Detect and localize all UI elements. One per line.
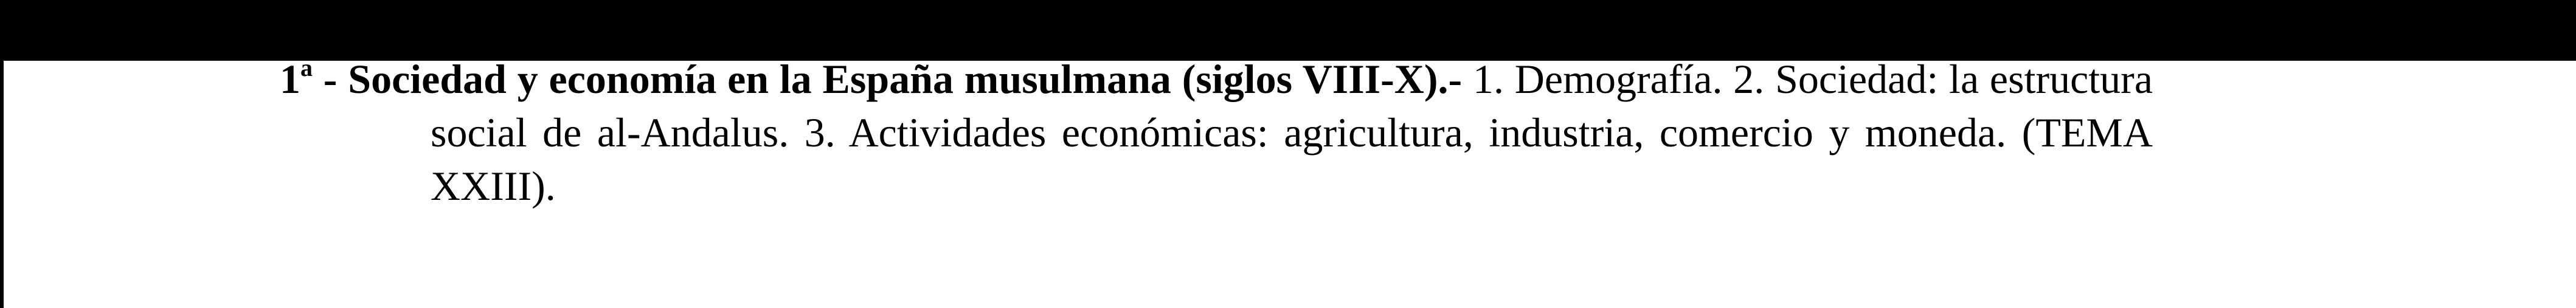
top-black-bar (0, 0, 2576, 61)
entry-number: 1 (280, 56, 300, 102)
entry-title-suffix: - (1448, 56, 1473, 102)
entry-body: 1. Demografía. 2. Sociedad: la estructura social de al-Andalus. 3. Actividades económicas: agricultura, industria, comercio y moneda. (TEMA XXIII). (431, 56, 2153, 209)
entry-title: Sociedad y economía en la España musulmana (siglos VIII-X). (348, 56, 1449, 102)
left-border (0, 61, 4, 308)
entry-ordinal: a (300, 54, 313, 81)
syllabus-entry (280, 52, 2153, 213)
entry-separator: - (313, 56, 348, 102)
